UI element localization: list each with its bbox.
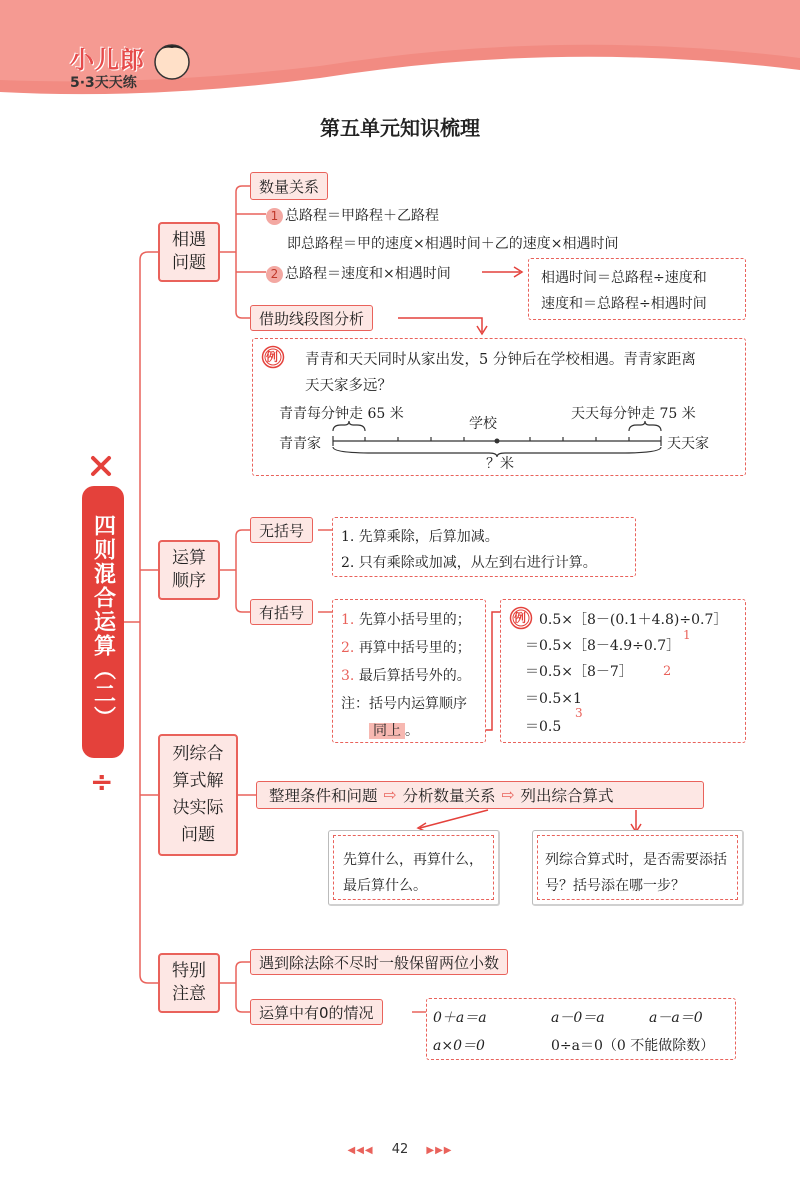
diagram-left-end: 青青家 [279, 436, 321, 452]
page-footer [0, 1142, 800, 1157]
line-segment-diagram [253, 339, 747, 477]
meeting-example-box: 例 青青和天天同时从家出发，5 分钟后在学校相遇。青青家距离 天天家多远？ 青青每分钟走 65 米 天天每分钟走 75 米 学校 青青家 天天家 ？米 [252, 338, 746, 476]
category-order: 运算顺序 [158, 540, 220, 600]
calc-line-2: ＝0.5×［8－4.9÷0.7］ [525, 638, 681, 654]
tip-right-box: 列综合算式时，是否需要添括号？括号添在哪一步？ [532, 830, 744, 906]
no-bracket-label: 无括号 [250, 517, 313, 543]
diagram-left-speed: 青青每分钟走 65 米 [279, 406, 404, 422]
line-diagram-label: 借助线段图分析 [250, 305, 373, 331]
diagram-school: 学校 [469, 416, 497, 432]
brand-logo: 小儿郎 [70, 46, 145, 74]
calc-step-3: 3 [575, 706, 583, 720]
division-rule-label: 遇到除法除不尽时一般保留两位小数 [250, 949, 508, 975]
bracket-example-box: 例 0.5×［8－(0.1＋4.8)÷0.7］ ＝0.5×［8－4.9÷0.7］ ＝0.5×［8－7］ ＝0.5×1 ＝0.5 1 2 3 [500, 599, 746, 743]
zero-rules-box: 0＋a＝a a－0＝a a－a＝0 a×0＝0 0÷a＝0（0 不能做除数） [426, 998, 736, 1060]
example-question-line2: 天天家多远？ [305, 378, 392, 394]
series-name: 5·3天天练 [70, 75, 137, 91]
zero-rule-label: 运算中有0的情况 [250, 999, 383, 1025]
derived-formula-box: 相遇时间＝总路程÷速度和 速度和＝总路程÷相遇时间 [528, 258, 746, 320]
calc-step-1: 1 [683, 628, 691, 642]
arrow-right-icon: ⇨ [383, 786, 397, 804]
calc-line-4: ＝0.5×1 [525, 691, 582, 707]
category-meeting: 相遇问题 [158, 222, 220, 282]
divide-symbol: ÷ [90, 765, 114, 798]
word-problem-steps: 整理条件和问题 ⇨ 分析数量关系 ⇨ 列出综合算式 [256, 781, 704, 809]
meeting-item1-line2: 即总路程＝甲的速度×相遇时间＋乙的速度×相遇时间 [287, 236, 619, 252]
num-badge-2: 2 [266, 266, 283, 283]
category-word-problem: 列综合算式解决实际问题 [158, 734, 238, 856]
diagram-question: ？米 [486, 456, 514, 472]
meeting-item2: 2 总路程＝速度和×相遇时间 [266, 263, 451, 283]
num-badge-1: 1 [266, 208, 283, 225]
diagram-right-end: 天天家 [667, 436, 709, 452]
calc-step-2: 2 [663, 664, 672, 679]
calc-line-5: ＝0.5 [525, 719, 562, 735]
arrow-right-icon: ⇨ [501, 786, 515, 804]
example-question-line1: 青青和天天同时从家出发，5 分钟后在学校相遇。青青家距离 [305, 352, 696, 368]
page-number: 42 [391, 1142, 409, 1157]
calc-line-3: ＝0.5×［8－7］ [525, 664, 633, 680]
no-bracket-rules-box: 1. 先算乘除，后算加减。 2. 只有乘除或加减，从左到右进行计算。 [332, 517, 636, 577]
bracket-rules-box: 1. 先算小括号里的； 2. 再算中括号里的； 3. 最后算括号外的。 注：括号内运算顺序 同上 。 [332, 599, 486, 743]
main-topic-label: 四则混合运算（二） [82, 486, 124, 758]
quantity-relation-label: 数量关系 [250, 172, 328, 200]
bracket-label: 有括号 [250, 599, 313, 625]
times-icon [93, 458, 109, 474]
next-arrows-icon: ▶▶▶ [426, 1145, 453, 1156]
tip-left-box: 先算什么，再算什么，最后算什么。 [328, 830, 500, 906]
same-as-above-highlight: 同上 [369, 723, 405, 739]
category-special: 特别注意 [158, 953, 220, 1013]
page-title: 第五单元知识梳理 [320, 116, 480, 140]
calc-line-1: 0.5×［8－(0.1＋4.8)÷0.7］ [539, 612, 728, 628]
diagram-right-speed: 天天每分钟走 75 米 [571, 406, 696, 422]
meeting-item1: 1 总路程＝甲路程＋乙路程 [266, 205, 439, 225]
prev-arrows-icon: ◀◀◀ [347, 1145, 374, 1156]
